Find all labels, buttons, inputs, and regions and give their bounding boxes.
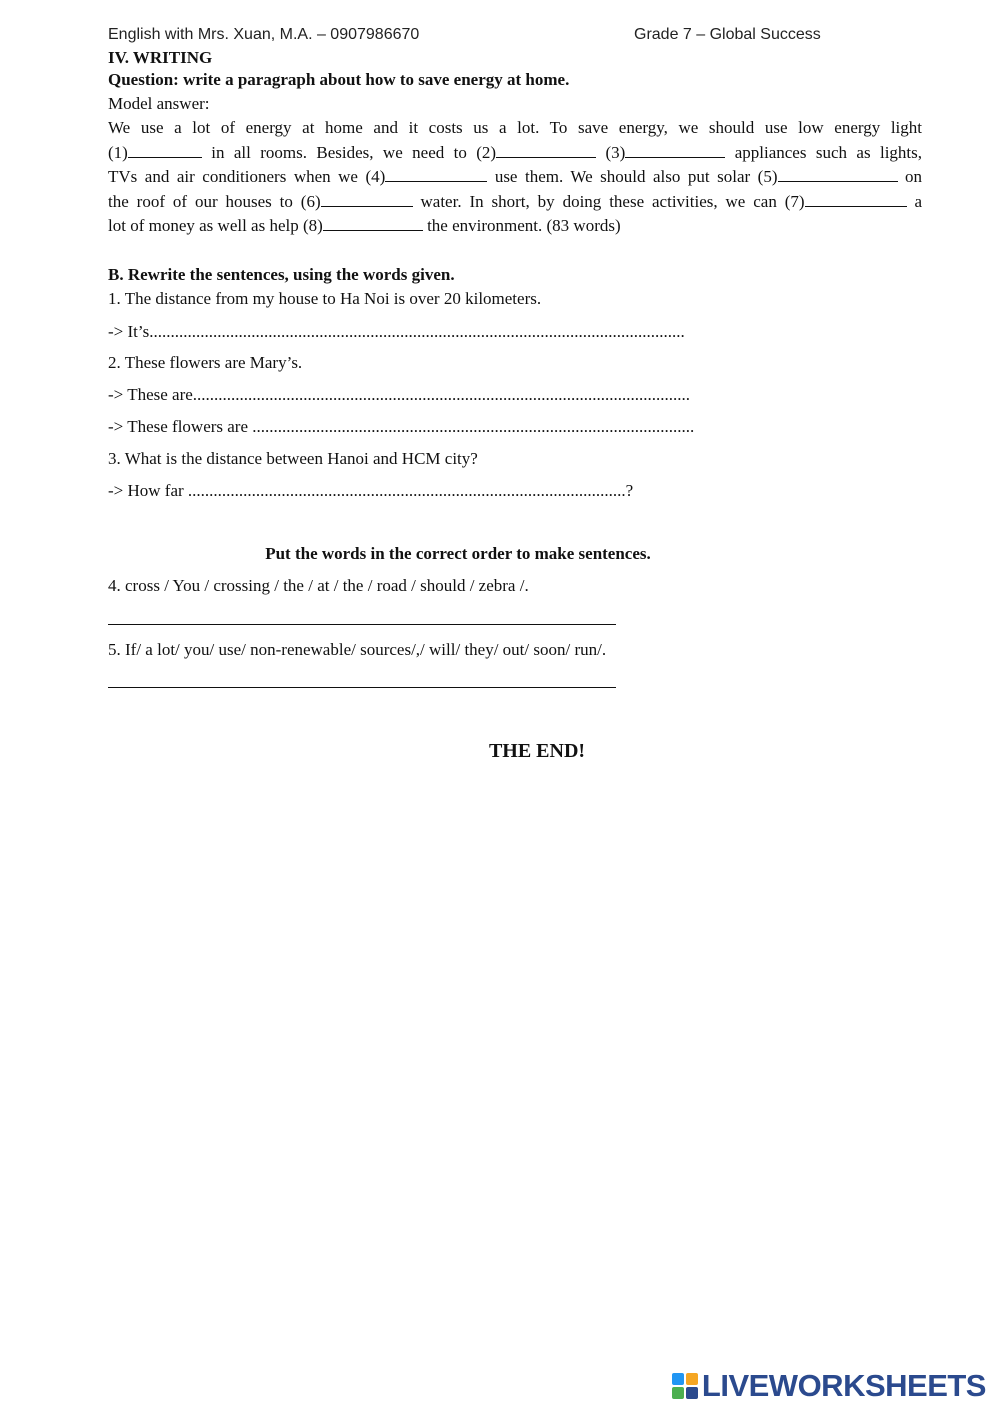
paragraph-line: the roof of our houses to (6) water. In short, by doing these activities, we can (7) a	[108, 191, 923, 211]
question-4: 4. cross / You / crossing / the / at / the / road / should / zebra /.	[108, 576, 529, 595]
blank-3[interactable]	[625, 143, 725, 158]
paragraph-line: TVs and air conditioners when we (4) use them. We should also put solar (5) on	[108, 167, 923, 186]
writing-question: Question: write a paragraph about how to save energy at home.	[108, 70, 570, 89]
blank-1[interactable]	[128, 143, 202, 158]
answer-3-line[interactable]: -> How far .......................................................................................................?	[108, 481, 634, 500]
blank-4[interactable]	[385, 167, 487, 182]
logo-grid-icon	[672, 1373, 698, 1399]
model-paragraph	[108, 116, 922, 239]
section-iv-title: IV. WRITING	[108, 48, 213, 67]
answer-2b-line[interactable]: -> These flowers are ........................................................................................................	[108, 417, 695, 436]
blank-5[interactable]	[778, 167, 898, 182]
liveworksheets-logo	[672, 1368, 986, 1404]
question-2: 2. These flowers are Mary’s.	[108, 353, 303, 372]
answer-4-line[interactable]	[108, 624, 616, 625]
question-5: 5. If/ a lot/ you/ use/ non-renewable/ sources/,/ will/ they/ out/ soon/ run/.	[108, 640, 607, 659]
the-end: THE END!	[488, 740, 586, 762]
question-3: 3. What is the distance between Hanoi and HCM city?	[108, 449, 478, 468]
answer-1-line[interactable]: -> It’s..............................................................................................................................	[108, 322, 685, 341]
answer-2a-line[interactable]: -> These are.....................................................................................................................	[108, 385, 691, 404]
question-1: 1. The distance from my house to Ha Noi is over 20 kilometers.	[108, 289, 542, 308]
blank-7[interactable]	[805, 192, 907, 207]
header-teacher: English with Mrs. Xuan, M.A. – 0907986670	[108, 26, 420, 43]
blank-6[interactable]	[321, 192, 413, 207]
paragraph-line: lot of money as well as help (8) the environment. (83 words)	[108, 216, 621, 235]
blank-2[interactable]	[496, 143, 596, 158]
word-order-title: Put the words in the correct order to make sentences.	[265, 544, 651, 563]
header-grade: Grade 7 – Global Success	[634, 26, 821, 43]
answer-5-line[interactable]	[108, 687, 616, 688]
logo-text: LIVEWORKSHEETS	[701, 1368, 986, 1403]
model-answer-label: Model answer:	[108, 94, 210, 113]
section-b-title: B. Rewrite the sentences, using the words given.	[108, 265, 455, 284]
paragraph-line: (1) in all rooms. Besides, we need to (2) (3) appliances such as lights,	[108, 142, 923, 162]
blank-8[interactable]	[323, 216, 423, 231]
paragraph-line: We use a lot of energy at home and it costs us a lot. To save energy, we should use low energy light	[108, 118, 922, 137]
